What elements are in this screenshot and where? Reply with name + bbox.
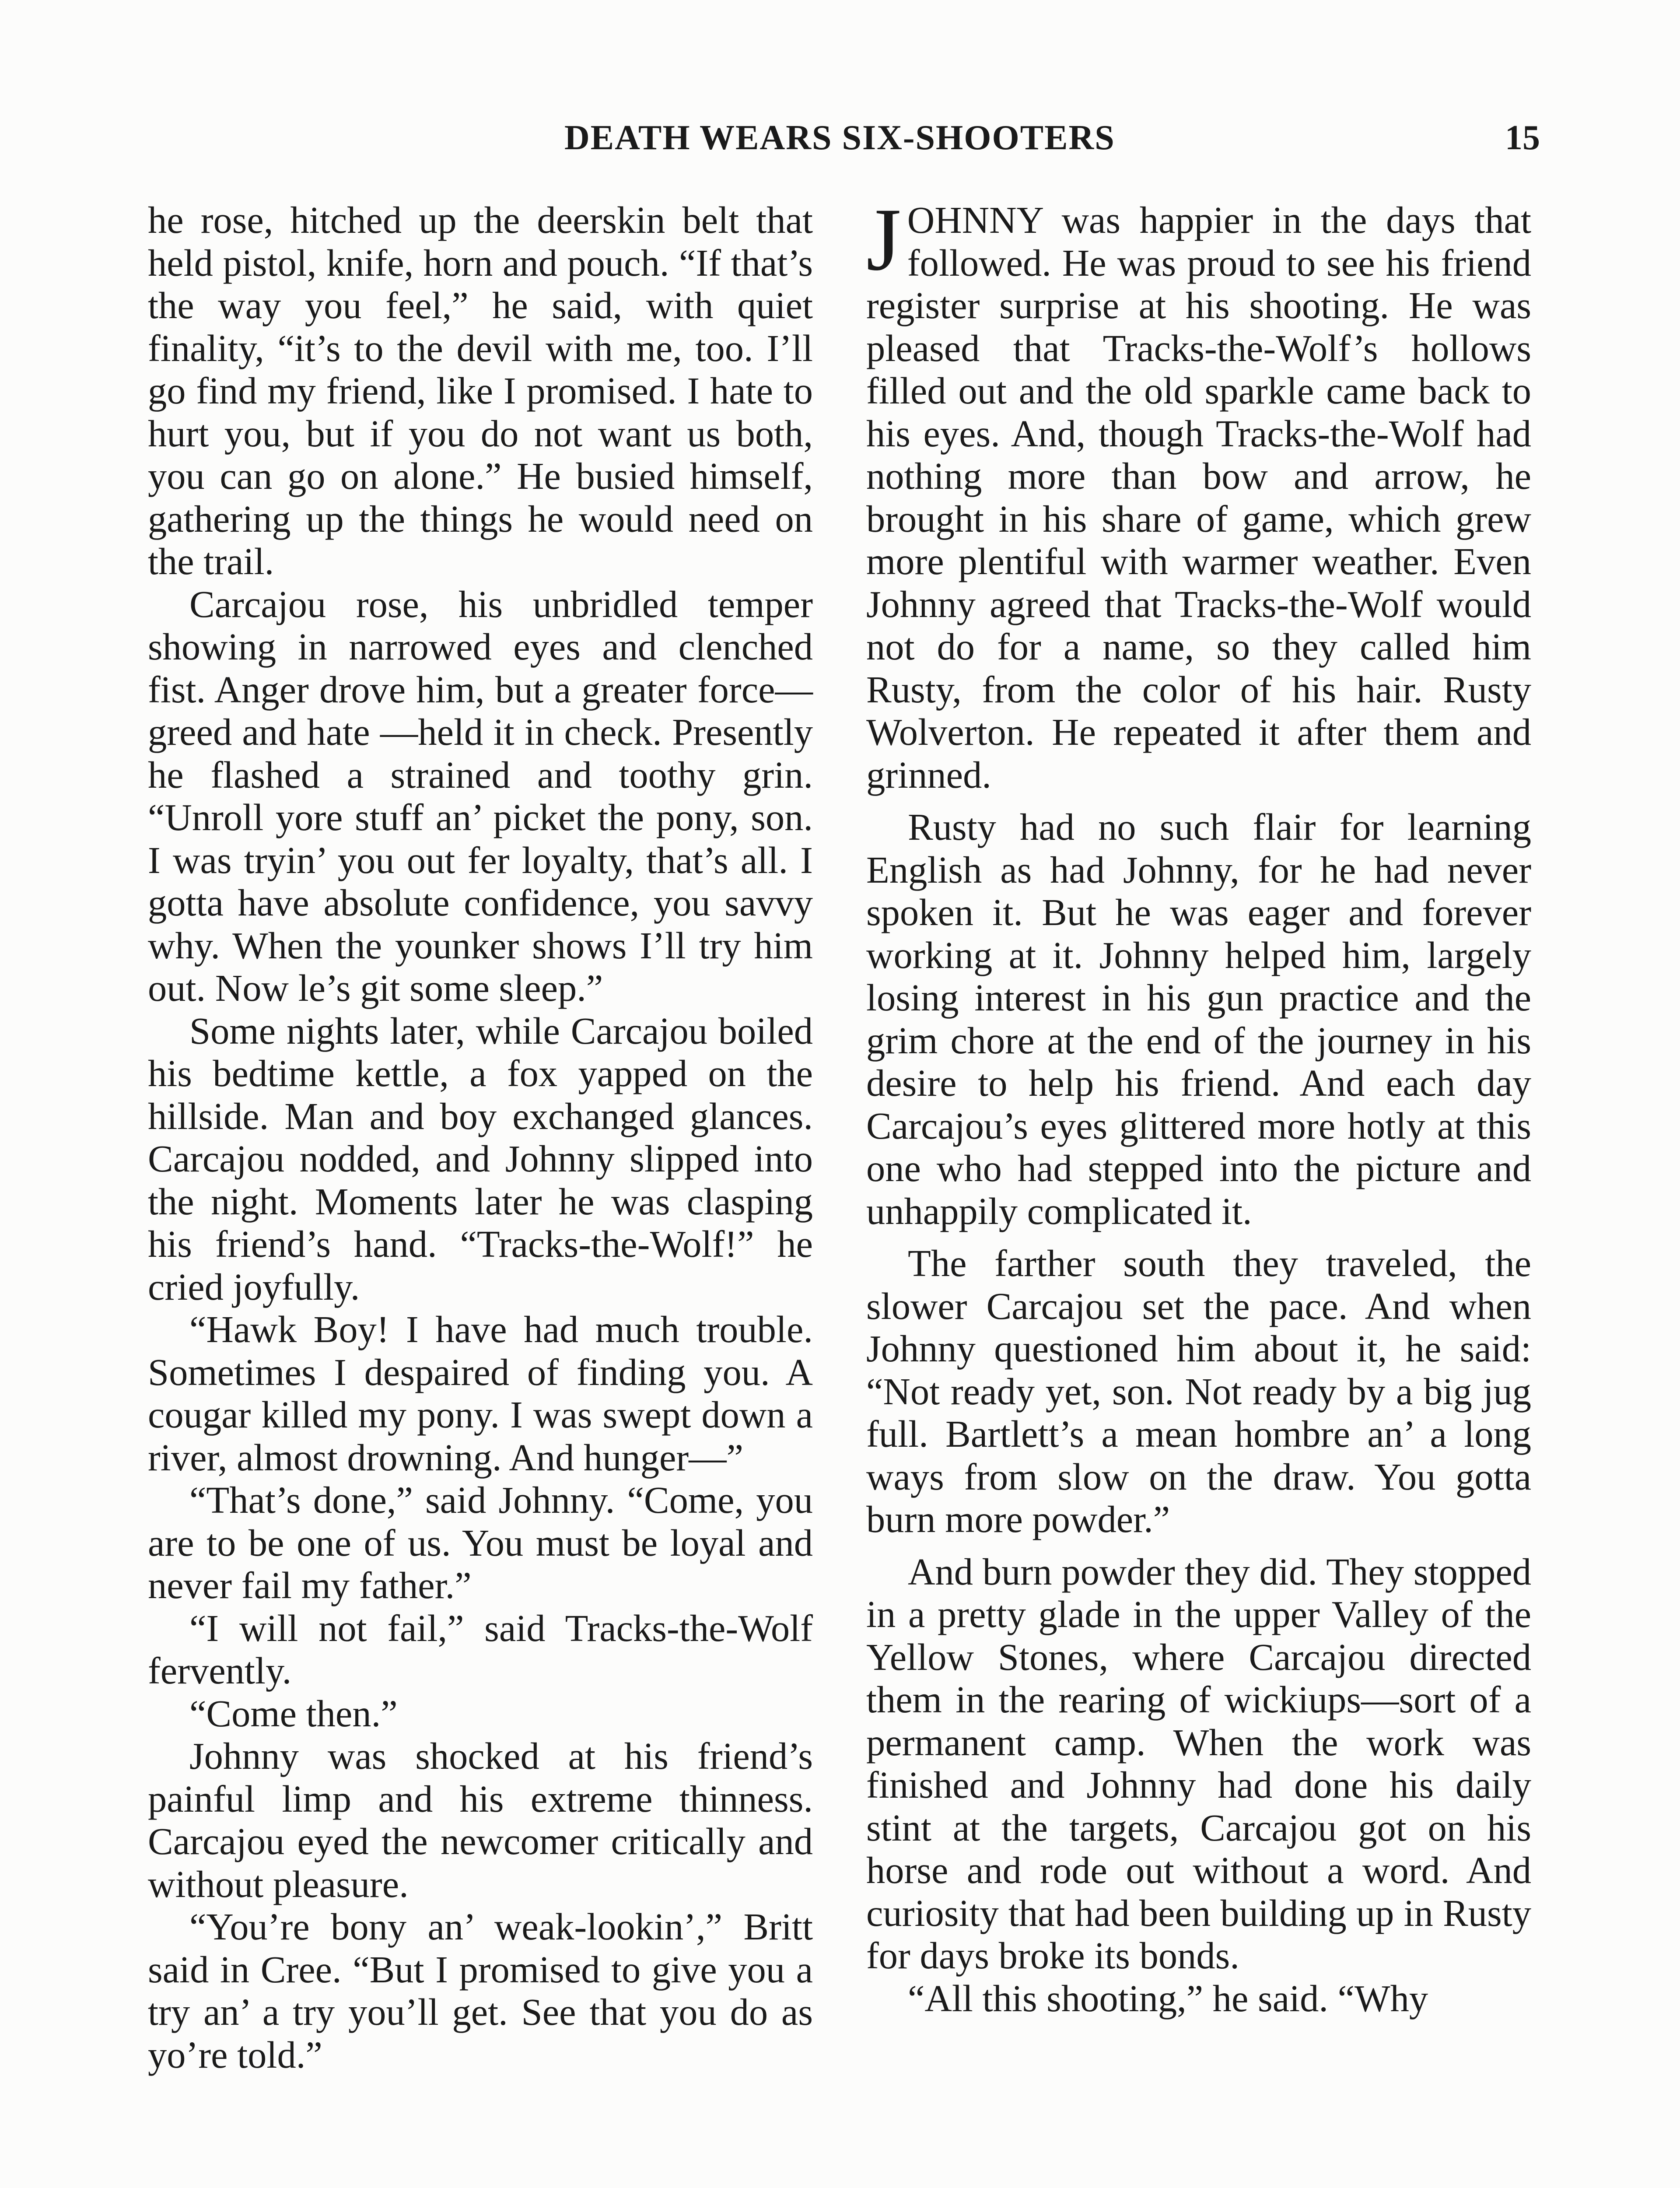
paragraph: “Hawk Boy! I have had much trouble. Sometimes I despaired of finding you. A cougar killed my pony. I was swept down a river, almost drowning. And hunger—” bbox=[148, 1308, 813, 1479]
paragraph: Carcajou rose, his unbridled temper showing in narrowed eyes and clenched fist. Anger drove him, but a greater force—greed and hate —held it in check. Presently he flashed a strained and toothy grin. “Unroll yore stuff an’ picket the pony, son. I was tryin’ you out fer loyalty, that’s all. I gotta have absolute confidence, you savvy why. When the younker shows I’ll try him out. Now le’s git some sleep.” bbox=[148, 583, 813, 1009]
left-column bbox=[148, 199, 813, 2076]
paragraph: “I will not fail,” said Tracks-the-Wolf fervently. bbox=[148, 1607, 813, 1692]
paragraph: “All this shooting,” he said. “Why bbox=[908, 1977, 1428, 2020]
paragraph: “That’s done,” said Johnny. “Come, you are to be one of us. You must be loyal and never fail my father.” bbox=[148, 1479, 813, 1606]
paragraph: he rose, hitched up the deerskin belt that held pistol, knife, horn and pouch. “If that’s the way you feel,” he said, with quiet finality, “it’s to the devil with me, too. I’ll go find my friend, like I promised. I hate to hurt you, but if you do not want us both, you can go on alone.” He busied himself, gathering up the things he would need on the trail. bbox=[148, 199, 813, 582]
page-header bbox=[564, 118, 1540, 166]
page-number: 15 bbox=[1505, 119, 1540, 157]
drop-cap: J bbox=[866, 190, 901, 289]
paragraph: “Come then.” bbox=[189, 1692, 398, 1735]
paragraph: Rusty had no such flair for learning English as had Johnny, for he had never spoken it. But he was eager and forever working at it. Johnny helped him, largely losing interest in his gun practice and the grim chore at the end of the journey in his desire to help his friend. And each day Carcajou’s eyes glittered more hotly at this one who had stepped into the picture and unhappily complicated it. bbox=[866, 806, 1531, 1232]
paragraph: The farther south they traveled, the slower Carcajou set the pace. And when Johnny questioned him about it, he said: “Not ready yet, son. Not ready by a big jug full. Bartlett’s a mean hombre an’ a long ways from slow on the draw. You gotta burn more powder.” bbox=[866, 1242, 1531, 1540]
paragraph: And burn powder they did. They stopped in a pretty glade in the upper Valley of the Yellow Stones, where Carcajou directed them in the rearing of wickiups—sort of a permanent camp. When the work was finished and Johnny had done his daily stint at the targets, Carcajou got on his horse and rode out without a word. And curiosity that had been building up in Rusty for days broke its bonds. bbox=[866, 1550, 1531, 1977]
opening-paragraph-text: OHNNY was happier in the days that followed. He was proud to see his friend register surprise at his shooting. He was pleased that Tracks-the-Wolf’s hollows filled out and the old sparkle came back to his eyes. And, though Tracks-the-Wolf had nothing more than bow and arrow, he brought in his share of game, which grew more plentiful with warmer weather. Even Johnny agreed that Tracks-the-Wolf would not do for a name, so they called him Rusty, from the color of his hair. Rusty Wolverton. He repeated it after them and grinned. bbox=[866, 199, 1531, 796]
paragraph: “You’re bony an’ weak-lookin’,” Britt said in Cree. “But I promised to give you a try an’ a try you’ll get. See that you do as yo’re told.” bbox=[148, 1906, 813, 2076]
paragraph: Some nights later, while Carcajou boiled his bedtime kettle, a fox yapped on the hillside. Man and boy exchanged glances. Carcajou nodded, and Johnny slipped into the night. Moments later he was clasping his friend’s hand. “Tracks-the-Wolf!” he cried joyfully. bbox=[148, 1010, 813, 1308]
paragraph: Johnny was shocked at his friend’s painful limp and his extreme thinness. Carcajou eyed the newcomer critically and without pleasure. bbox=[148, 1735, 813, 1905]
right-column bbox=[866, 190, 1531, 2020]
opening-paragraph bbox=[866, 190, 1531, 796]
running-title: DEATH WEARS SIX-SHOOTERS bbox=[564, 119, 1115, 157]
